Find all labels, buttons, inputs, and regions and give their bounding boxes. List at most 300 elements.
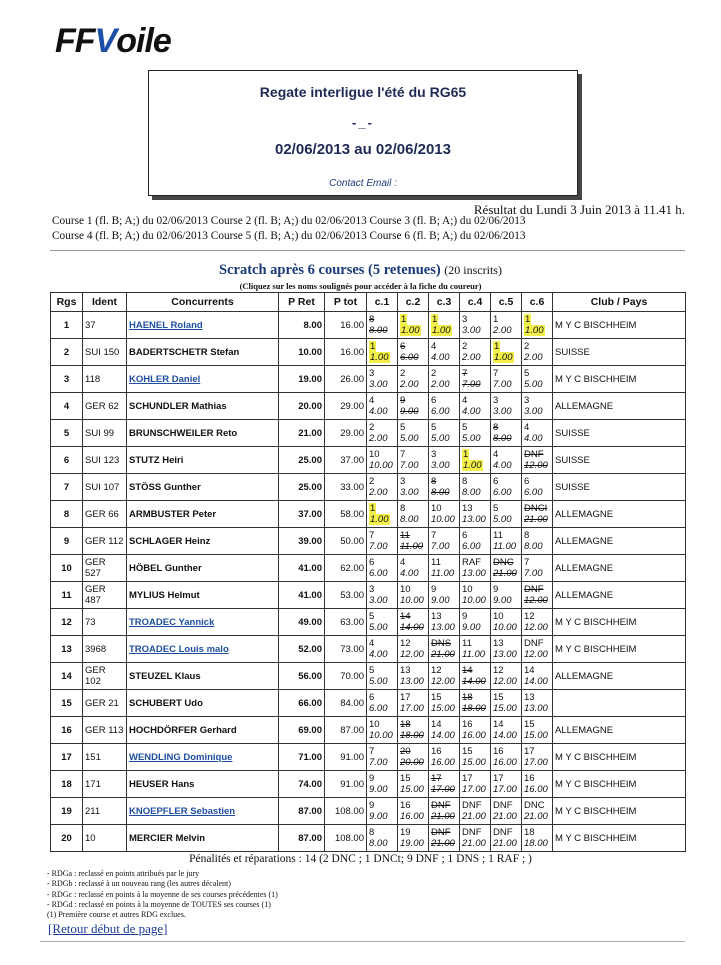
race-place [462, 314, 488, 325]
race-place-value: 11 [431, 557, 441, 568]
race-points [524, 379, 550, 390]
race-place-value: DNF [524, 638, 544, 649]
race-points [462, 514, 488, 525]
race-place-value: 10 [400, 584, 411, 595]
race-points [493, 568, 519, 579]
race-points [431, 433, 457, 444]
race-score-cell [460, 663, 491, 690]
table-row [51, 609, 686, 636]
race-points-value: 6.00 [462, 541, 481, 552]
scratch-heading [0, 262, 721, 279]
scratch-entrants: (20 inscrits) [444, 263, 502, 277]
ident-cell: GER 62 [83, 393, 127, 420]
race-place [400, 341, 426, 352]
race-place [462, 422, 488, 433]
race-points [369, 649, 395, 660]
points-retained-cell: 52.00 [279, 636, 325, 663]
race-place-value: DNF [524, 584, 544, 595]
race-points [493, 703, 519, 714]
race-points-value: 14.00 [524, 676, 548, 687]
race-points [524, 811, 550, 822]
race-place [400, 368, 426, 379]
race-place-value: 5 [524, 368, 530, 379]
race-place-value: 7 [369, 530, 375, 541]
race-score-cell [367, 312, 398, 339]
race-place [400, 800, 426, 811]
race-score-cell [491, 798, 522, 825]
race-place-value: 14 [524, 665, 535, 676]
race-points [524, 406, 550, 417]
race-place [369, 800, 395, 811]
race-points [462, 730, 488, 741]
race-place [524, 395, 550, 406]
race-score-cell [460, 798, 491, 825]
race-score-cell [367, 501, 398, 528]
race-score-cell [522, 717, 553, 744]
race-points-value: 17.00 [400, 703, 424, 714]
race-points-value: 1.00 [463, 460, 482, 471]
race-points [400, 433, 426, 444]
ident-cell: GER 66 [83, 501, 127, 528]
race-points [369, 676, 395, 687]
competitor-link[interactable]: TROADEC Yannick [127, 609, 279, 636]
race-place-value: 4 [369, 638, 375, 649]
race-score-cell [398, 609, 429, 636]
race-points-value: 21.00 [431, 838, 455, 849]
race-place-value: 7 [524, 557, 530, 568]
race-place-value: 12 [431, 665, 442, 676]
race-score-cell [367, 609, 398, 636]
race-score-cell [522, 501, 553, 528]
race-points-value: 5.00 [369, 676, 388, 687]
race-place-value: 6 [400, 341, 406, 352]
back-to-top-link[interactable]: [Retour début de page] [48, 921, 168, 936]
race-place [369, 611, 395, 622]
regatta-dash: -_- [352, 115, 374, 130]
race-points [524, 838, 550, 849]
race-points [400, 595, 426, 606]
race-place [524, 476, 550, 487]
race-score-cell [491, 474, 522, 501]
race-score-cell [522, 744, 553, 771]
race-score-cell [522, 609, 553, 636]
race-place-value: 2 [462, 341, 468, 352]
race-place-value: 20 [400, 746, 411, 757]
competitor-name: HÖBEL Gunther [127, 555, 279, 582]
race-place-value: 10 [493, 611, 504, 622]
rank-cell: 19 [51, 798, 83, 825]
race-score-cell [429, 690, 460, 717]
points-retained-cell: 20.00 [279, 393, 325, 420]
race-points-value: 5.00 [462, 433, 481, 444]
col-header: c.6 [522, 293, 553, 312]
race-points [400, 784, 426, 795]
race-place-value: 3 [431, 449, 437, 460]
race-score-cell [491, 825, 522, 852]
race-points-value: 10.00 [493, 622, 517, 633]
race-points [400, 757, 426, 768]
race-place [493, 557, 519, 568]
race-place-value: 7 [462, 368, 468, 379]
competitor-link[interactable]: HAENEL Roland [127, 312, 279, 339]
race-score-cell [398, 555, 429, 582]
race-points [462, 379, 488, 390]
competitor-name: STUTZ Heiri [127, 447, 279, 474]
race-points-value: 21.00 [462, 838, 486, 849]
race-place [431, 746, 457, 757]
competitor-link[interactable]: KOHLER Daniel [127, 366, 279, 393]
race-place-value: 1 [494, 341, 500, 352]
competitor-link[interactable]: WENDLING Dominique [127, 744, 279, 771]
club-cell: ALLEMAGNE [553, 663, 686, 690]
race-points [493, 838, 519, 849]
race-place-value: 14 [462, 665, 473, 676]
race-points-value: 8.00 [369, 838, 388, 849]
points-total-cell: 73.00 [325, 636, 367, 663]
race-place-value: 2 [369, 422, 375, 433]
race-place-value: DNF [524, 449, 544, 460]
race-place-value: 7 [431, 530, 437, 541]
race-score-cell [429, 636, 460, 663]
race-place [493, 665, 519, 676]
race-place-value: 9 [493, 584, 499, 595]
race-points [493, 460, 519, 471]
competitor-name: BADERTSCHETR Stefan [127, 339, 279, 366]
race-points-value: 7.00 [369, 541, 388, 552]
club-cell: M Y C BISCHHEIM [553, 636, 686, 663]
race-points [431, 784, 457, 795]
race-points [431, 514, 457, 525]
race-points-value: 12.00 [524, 649, 548, 660]
ident-cell: GER 21 [83, 690, 127, 717]
race-score-cell [522, 528, 553, 555]
race-place [493, 368, 519, 379]
race-score-cell [429, 771, 460, 798]
race-points-value: 6.00 [400, 352, 419, 363]
race-points-value: 4.00 [369, 406, 388, 417]
ident-cell: 151 [83, 744, 127, 771]
race-place-value: 11 [400, 530, 410, 541]
race-points [400, 649, 426, 660]
race-place-value: 8 [369, 827, 375, 838]
race-points-value: 5.00 [400, 433, 419, 444]
race-score-cell [522, 447, 553, 474]
race-place [462, 800, 488, 811]
race-place [524, 800, 550, 811]
race-place [369, 503, 395, 514]
race-score-cell [522, 420, 553, 447]
race-score-cell [398, 339, 429, 366]
points-retained-cell: 49.00 [279, 609, 325, 636]
logo-voile: oile [116, 22, 171, 60]
points-retained-cell: 87.00 [279, 798, 325, 825]
race-points-value: 14.00 [400, 622, 424, 633]
competitor-name: STEUZEL Klaus [127, 663, 279, 690]
race-points-value: 1.00 [494, 352, 513, 363]
race-score-cell [398, 528, 429, 555]
race-points-value: 14.00 [493, 730, 517, 741]
race-points [462, 541, 488, 552]
race-place [369, 476, 395, 487]
race-points [493, 676, 519, 687]
race-points-value: 9.00 [493, 595, 512, 606]
race-place [400, 449, 426, 460]
race-score-cell [429, 339, 460, 366]
race-place [493, 584, 519, 595]
race-place-value: 6 [431, 395, 437, 406]
race-place-value: DNCI [524, 503, 548, 514]
competitor-name: STÖSS Gunther [127, 474, 279, 501]
regatta-dates: 02/06/2013 au 02/06/2013 [275, 141, 451, 158]
race-points-value: 13.00 [493, 649, 517, 660]
competitor-name: MERCIER Melvin [127, 825, 279, 852]
race-score-cell [522, 312, 553, 339]
table-row [51, 825, 686, 852]
race-score-cell [460, 582, 491, 609]
race-place-value: DNF [431, 827, 451, 838]
ident-cell: GER 112 [83, 528, 127, 555]
points-retained-cell: 66.00 [279, 690, 325, 717]
race-score-cell [367, 393, 398, 420]
race-place [431, 314, 457, 325]
race-score-cell [367, 636, 398, 663]
points-total-cell: 26.00 [325, 366, 367, 393]
race-score-cell [491, 366, 522, 393]
race-score-cell [367, 528, 398, 555]
race-points-value: 17.00 [462, 784, 486, 795]
course-list [52, 214, 526, 244]
race-points [431, 325, 457, 336]
race-place-value: 8 [431, 476, 437, 487]
regatta-header-box [148, 70, 578, 196]
race-place-value: 19 [400, 827, 411, 838]
race-place-value: 1 [493, 314, 499, 325]
race-points-value: 4.00 [462, 406, 481, 417]
competitor-name: SCHUBERT Udo [127, 690, 279, 717]
race-score-cell [460, 312, 491, 339]
race-place [431, 530, 457, 541]
points-total-cell: 50.00 [325, 528, 367, 555]
race-points-value: 3.00 [369, 379, 388, 390]
table-row [51, 663, 686, 690]
race-place-value: 8 [524, 530, 530, 541]
race-points [493, 379, 519, 390]
race-place [431, 584, 457, 595]
table-row [51, 690, 686, 717]
race-place [524, 692, 550, 703]
race-place-value: DNC [493, 557, 514, 568]
club-cell: M Y C BISCHHEIM [553, 744, 686, 771]
race-place [431, 638, 457, 649]
competitor-link[interactable]: KNOEPFLER Sebastien [127, 798, 279, 825]
race-points [524, 784, 550, 795]
race-score-cell [367, 582, 398, 609]
race-points [369, 811, 395, 822]
race-place [524, 827, 550, 838]
race-score-cell [429, 798, 460, 825]
race-place [400, 692, 426, 703]
race-points-value: 12.00 [524, 622, 548, 633]
points-retained-cell: 39.00 [279, 528, 325, 555]
race-place-value: 16 [431, 746, 442, 757]
race-score-cell [460, 690, 491, 717]
race-points-value: 15.00 [524, 730, 548, 741]
race-place [431, 665, 457, 676]
race-score-cell [367, 447, 398, 474]
ident-cell: GER 487 [83, 582, 127, 609]
race-score-cell [429, 744, 460, 771]
logo-sail-letter: V [94, 22, 117, 60]
race-place-value: 1 [370, 503, 376, 514]
race-points [493, 352, 519, 363]
race-place [524, 638, 550, 649]
race-score-cell [460, 339, 491, 366]
race-points-value: 8.00 [400, 514, 419, 525]
race-place [369, 692, 395, 703]
race-place [462, 611, 488, 622]
club-cell: SUISSE [553, 420, 686, 447]
rank-cell: 15 [51, 690, 83, 717]
race-points [400, 703, 426, 714]
race-points-value: 3.00 [524, 406, 543, 417]
race-points-value: 19.00 [400, 838, 424, 849]
race-place [431, 422, 457, 433]
race-score-cell [398, 312, 429, 339]
race-place [431, 395, 457, 406]
competitor-name: HOCHDÖRFER Gerhard [127, 717, 279, 744]
race-points-value: 20.00 [400, 757, 424, 768]
race-place [493, 530, 519, 541]
race-score-cell [491, 744, 522, 771]
race-points [462, 676, 488, 687]
race-points-value: 12.00 [400, 649, 424, 660]
race-score-cell [522, 582, 553, 609]
race-place [462, 449, 488, 460]
race-points-value: 8.00 [369, 325, 388, 336]
contact-email-link[interactable]: Contact Email : [329, 178, 397, 189]
race-score-cell [398, 474, 429, 501]
ident-cell: 73 [83, 609, 127, 636]
race-place-value: 2 [524, 341, 530, 352]
race-score-cell [491, 690, 522, 717]
race-place [400, 422, 426, 433]
race-place [493, 611, 519, 622]
race-place [400, 827, 426, 838]
rdg-notes [47, 869, 278, 920]
points-total-cell: 37.00 [325, 447, 367, 474]
race-place-value: 8 [400, 503, 406, 514]
race-place-value: DNF [493, 800, 513, 811]
ident-cell: GER 527 [83, 555, 127, 582]
race-place-value: 8 [369, 314, 375, 325]
points-total-cell: 91.00 [325, 744, 367, 771]
race-points [462, 784, 488, 795]
rank-cell: 3 [51, 366, 83, 393]
race-score-cell [398, 501, 429, 528]
race-score-cell [460, 366, 491, 393]
race-place-value: 6 [369, 692, 375, 703]
points-retained-cell: 56.00 [279, 663, 325, 690]
race-place-value: 9 [400, 395, 406, 406]
race-points-value: 21.00 [524, 811, 548, 822]
race-place [524, 449, 550, 460]
club-cell: SUISSE [553, 474, 686, 501]
race-score-cell [460, 771, 491, 798]
race-place-value: 15 [462, 746, 473, 757]
competitor-name: SCHUNDLER Mathias [127, 393, 279, 420]
race-points [431, 703, 457, 714]
race-points-value: 7.00 [369, 757, 388, 768]
race-place-value: 2 [369, 476, 375, 487]
competitor-link[interactable]: TROADEC Louis malo [127, 636, 279, 663]
race-place [431, 368, 457, 379]
race-place [369, 638, 395, 649]
race-points-value: 5.00 [369, 622, 388, 633]
race-place [431, 773, 457, 784]
race-points-value: 11.00 [431, 568, 455, 579]
race-points [493, 595, 519, 606]
race-place-value: 5 [493, 503, 499, 514]
competitor-name: MYLIUS Helmut [127, 582, 279, 609]
points-total-cell: 53.00 [325, 582, 367, 609]
race-place-value: 12 [493, 665, 504, 676]
race-place [369, 746, 395, 757]
race-points-value: 12.00 [431, 676, 455, 687]
scratch-title: Scratch après 6 courses (5 retenues) [219, 262, 441, 278]
race-place-value: 5 [462, 422, 468, 433]
race-place [369, 341, 395, 352]
race-points [524, 703, 550, 714]
race-points [400, 487, 426, 498]
race-points-value: 4.00 [369, 649, 388, 660]
race-points-value: 6.00 [369, 703, 388, 714]
race-place [493, 692, 519, 703]
table-row [51, 447, 686, 474]
table-row [51, 366, 686, 393]
race-place-value: DNF [431, 800, 451, 811]
race-place-value: 3 [369, 584, 375, 595]
race-place-value: DNF [462, 800, 482, 811]
race-place [369, 449, 395, 460]
race-place-value: 1 [370, 341, 376, 352]
race-score-cell [491, 501, 522, 528]
race-points-value: 13.00 [431, 622, 455, 633]
race-place [431, 827, 457, 838]
race-place [400, 611, 426, 622]
race-score-cell [460, 447, 491, 474]
race-points [524, 676, 550, 687]
race-place [462, 638, 488, 649]
race-points [400, 514, 426, 525]
race-points [431, 838, 457, 849]
ident-cell: GER 113 [83, 717, 127, 744]
points-total-cell: 29.00 [325, 393, 367, 420]
results-body [51, 312, 686, 852]
col-header: Concurrents [127, 293, 279, 312]
race-place [431, 692, 457, 703]
race-place-value: 1 [401, 314, 407, 325]
click-hint: (Cliquez sur les noms soulignés pour accéder à la fiche du coureur) [239, 281, 482, 291]
race-score-cell [460, 717, 491, 744]
race-place [400, 314, 426, 325]
race-score-cell [429, 447, 460, 474]
race-place [369, 584, 395, 595]
race-points [524, 568, 550, 579]
note-line: - RDGd : reclassé en points à la moyenne de TOUTES ses courses (1) [47, 899, 271, 909]
race-points [524, 730, 550, 741]
race-place [400, 746, 426, 757]
race-place [369, 773, 395, 784]
